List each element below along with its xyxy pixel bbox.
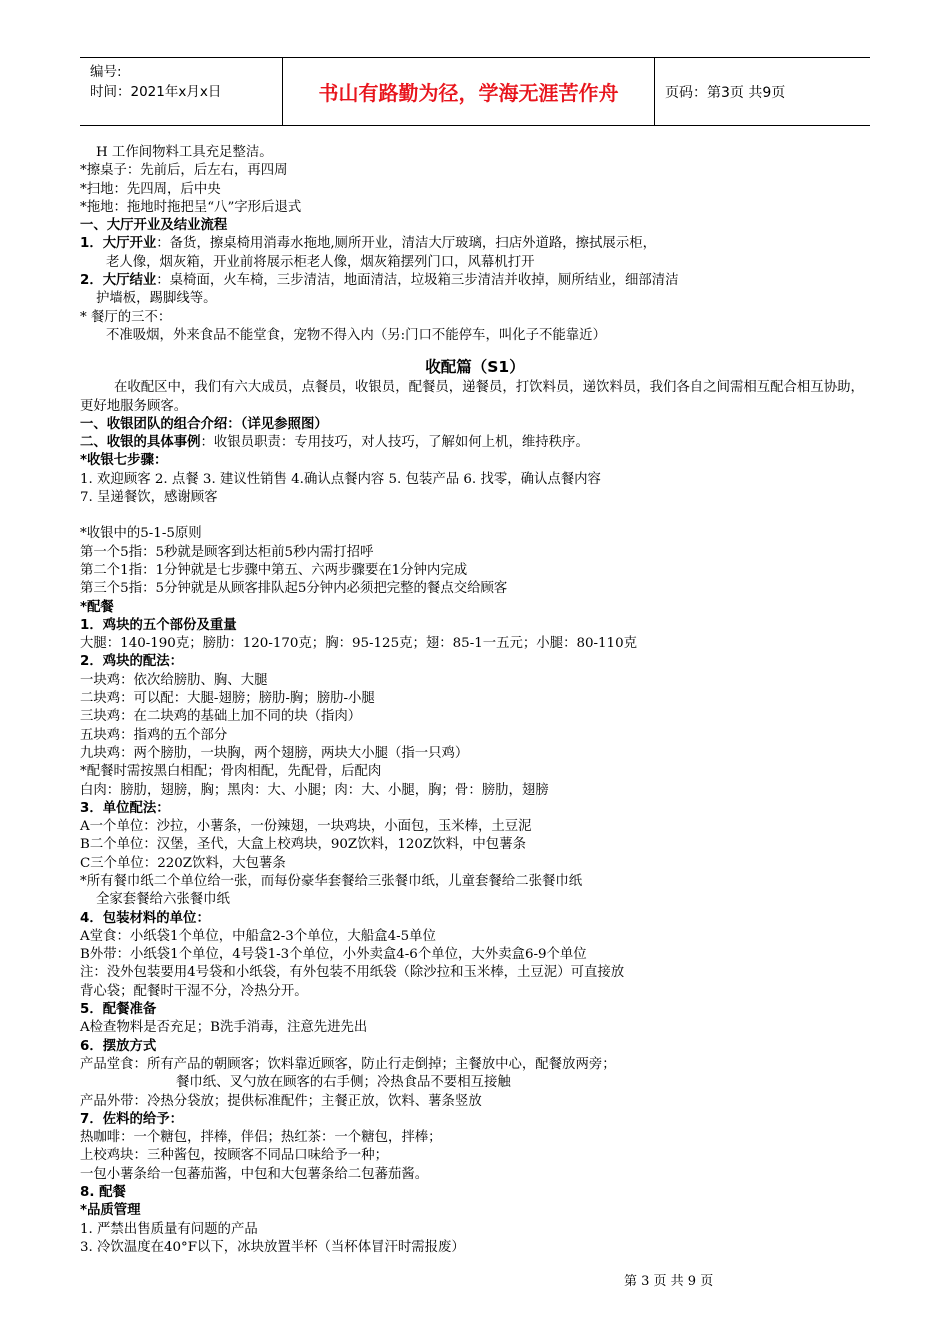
weights-line: 大腿：140-190克；膀肋：120-170克；胸：95-125克；翅：85-1一五元；小腿：80-110克	[80, 636, 637, 652]
subheading: 3．单位配法：	[80, 800, 170, 816]
subheading: 8. 配餐	[80, 1185, 126, 1201]
subheading: 1．鸡块的五个部份及重量	[80, 617, 237, 633]
rule-515-line: 第二个1指：1分钟就是七步骤中第五、六两步骤要在1分钟内完成	[80, 562, 468, 578]
steps-line: 1. 欢迎顾客 2. 点餐 3. 建议性销售 4.确认点餐内容 5. 包装产品 6. 找零，确认点餐内容	[80, 471, 601, 487]
place-line: 餐巾纸、叉勺放在顾客的右手侧；冷热食品不要相互接触	[176, 1075, 511, 1091]
quality-line: 3. 冷饮温度在40°F以下，冰块放置半杯（当杯体冒汗时需报废）	[80, 1239, 465, 1255]
text-line: *拖地：拖地时拖把呈“八”字形后退式	[80, 199, 302, 215]
condiment-line: 热咖啡：一个糖包，拌棒，伴侣；热红茶：一个糖包，拌棒；	[80, 1130, 442, 1146]
pack-line: A堂食：小纸袋1个单位，中船盒2-3个单位，大船盒4-5单位	[80, 928, 436, 944]
document-number-label: 编号:	[90, 64, 122, 80]
hall-rule-title: * 餐厅的三不：	[80, 309, 172, 325]
section-title: 收配篇（S1）	[425, 358, 525, 377]
subheading: 6．摆放方式	[80, 1038, 157, 1054]
prep-line: A检查物料是否充足；B洗手消毒，注意先进先出	[80, 1020, 368, 1036]
document-body	[80, 144, 870, 1257]
page-footer: 第 3 页 共 9 页	[624, 1274, 714, 1289]
combo-line: 九块鸡：两个膀肋，一块胸，两个翅膀，两块大小腿（指一只鸡）	[80, 745, 469, 761]
hall-open	[80, 235, 870, 253]
rule-515-line: 第一个5指：5秒就是顾客到达柜前5秒内需打招呼	[80, 544, 374, 560]
hall-open-text: ：备货，擦桌椅用消毒水拖地,厕所开业，清洁大厅玻璃，扫店外道路，擦拭展示柜，	[156, 236, 656, 252]
text-line: *擦桌子：先前后，后左右，再四周	[80, 163, 288, 179]
text-line: *扫地：先四周，后中央	[80, 181, 221, 197]
subheading: 2．鸡块的配法：	[80, 654, 184, 670]
header-motto: 书山有路勤为径，学海无涯苦作舟	[282, 58, 655, 125]
header-page-info: 页码：第3页 共9页	[665, 84, 786, 101]
subheading: 7．佐料的给予：	[80, 1111, 184, 1127]
header-meta	[80, 58, 282, 125]
hall-rule-text: 不准吸烟，外来食品不能堂食，宠物不得入内（另:门口不能停车，叫化子不能靠近）	[106, 327, 606, 343]
combo-line: 五块鸡：指鸡的五个部分	[80, 727, 228, 743]
section-intro: 在收配区中，我们有六大成员，点餐员，收银员，配餐员，递餐员，打饮料员，递饮料员，我们各自之间需相互配合相互协助，更好地服务顾客。	[80, 380, 864, 414]
example-line	[80, 434, 870, 452]
quality-line: 1. 严禁出售质量有问题的产品	[80, 1221, 258, 1237]
spacer	[80, 507, 870, 525]
condiment-line: 一包小薯条给一包蕃茄酱，中包和大包薯条给二包蕃茄酱。	[80, 1166, 429, 1182]
text-line: H 工作间物料工具充足整洁。	[96, 145, 273, 160]
hall-heading: 一、大厅开业及结业流程	[80, 218, 228, 234]
hall-close	[80, 272, 870, 290]
page-header	[80, 57, 870, 126]
example-text: ：收银员职责：专用技巧，对人技巧，了解如何上机，维持秩序。	[200, 435, 589, 451]
steps-line: 7. 呈递餐饮，感谢顾客	[80, 490, 218, 506]
unit-line: C三个单位：220Z饮料，大包薯条	[80, 855, 286, 871]
combo-line: 白肉：膀肋，翅膀，胸；黑肉：大、小腿；肉：大、小腿，胸；骨：膀肋，翅膀	[80, 782, 549, 798]
quality-heading: *品质管理	[80, 1203, 141, 1219]
subheading: 4．包装材料的单位：	[80, 910, 210, 926]
hall-open-label: 1．大厅开业	[80, 236, 157, 252]
pei-heading: *配餐	[80, 599, 114, 615]
pack-line: 注：没外包装要用4号袋和小纸袋，有外包装不用纸袋（除沙拉和玉米棒，土豆泥）可直接放	[80, 965, 625, 981]
text-line: 老人像，烟灰箱，开业前将展示柜老人像，烟灰箱摆列门口，风幕机打开	[106, 254, 535, 270]
hall-close-label: 2．大厅结业	[80, 273, 157, 289]
subheading: 5．配餐准备	[80, 1002, 157, 1018]
condiment-line: 上校鸡块：三种酱包，按顾客不同品口味给予一种；	[80, 1148, 388, 1164]
team-heading: 一、收银团队的组合介绍：（详见参照图）	[80, 416, 328, 432]
hall-close-text: ：桌椅面，火车椅，三步清洁，地面清洁，垃圾箱三步清洁并收掉，厕所结业，细部清洁	[156, 273, 679, 289]
unit-line: *所有餐巾纸二个单位给一张，而每份豪华套餐给三张餐巾纸，儿童套餐给二张餐巾纸	[80, 873, 583, 889]
place-line: 产品外带：冷热分袋放；提供标准配件；主餐正放，饮料、薯条竖放	[80, 1093, 482, 1109]
place-line: 产品堂食：所有产品的朝顾客；饮料靠近顾客，防止行走倒掉；主餐放中心，配餐放两旁；	[80, 1056, 616, 1072]
unit-line: B二个单位：汉堡，圣代，大盒上校鸡块，90Z饮料，120Z饮料，中包薯条	[80, 837, 526, 853]
unit-line: 全家套餐给六张餐巾纸	[96, 892, 230, 908]
text-line: 护墙板，踢脚线等。	[96, 291, 217, 307]
pack-line: 背心袋；配餐时干湿不分，冷热分开。	[80, 983, 308, 999]
unit-line: A一个单位：沙拉，小薯条，一份辣翅，一块鸡块，小面包，玉米棒，土豆泥	[80, 819, 532, 835]
combo-line: 二块鸡：可以配：大腿-翅膀；膀肋-胸；膀肋-小腿	[80, 691, 375, 707]
rule-515-line: 第三个5指：5分钟就是从顾客排队起5分钟内必须把完整的餐点交给顾客	[80, 581, 508, 597]
combo-line: *配餐时需按黑白相配；骨肉相配，先配骨，后配肉	[80, 764, 382, 780]
steps-heading: *收银七步骤：	[80, 453, 168, 469]
pack-line: B外带：小纸袋1个单位，4号袋1-3个单位，小外卖盒4-6个单位，大外卖盒6-9个单位	[80, 947, 587, 963]
combo-line: 三块鸡：在二块鸡的基础上加不同的块（指肉）	[80, 709, 362, 725]
example-label: 二、收银的具体事例	[80, 435, 201, 451]
rule-515-line: *收银中的5-1-5原则	[80, 526, 202, 542]
combo-line: 一块鸡：依次给膀肋、胸、大腿	[80, 672, 268, 688]
document-time: 时间：2021年x月x日	[90, 84, 222, 100]
